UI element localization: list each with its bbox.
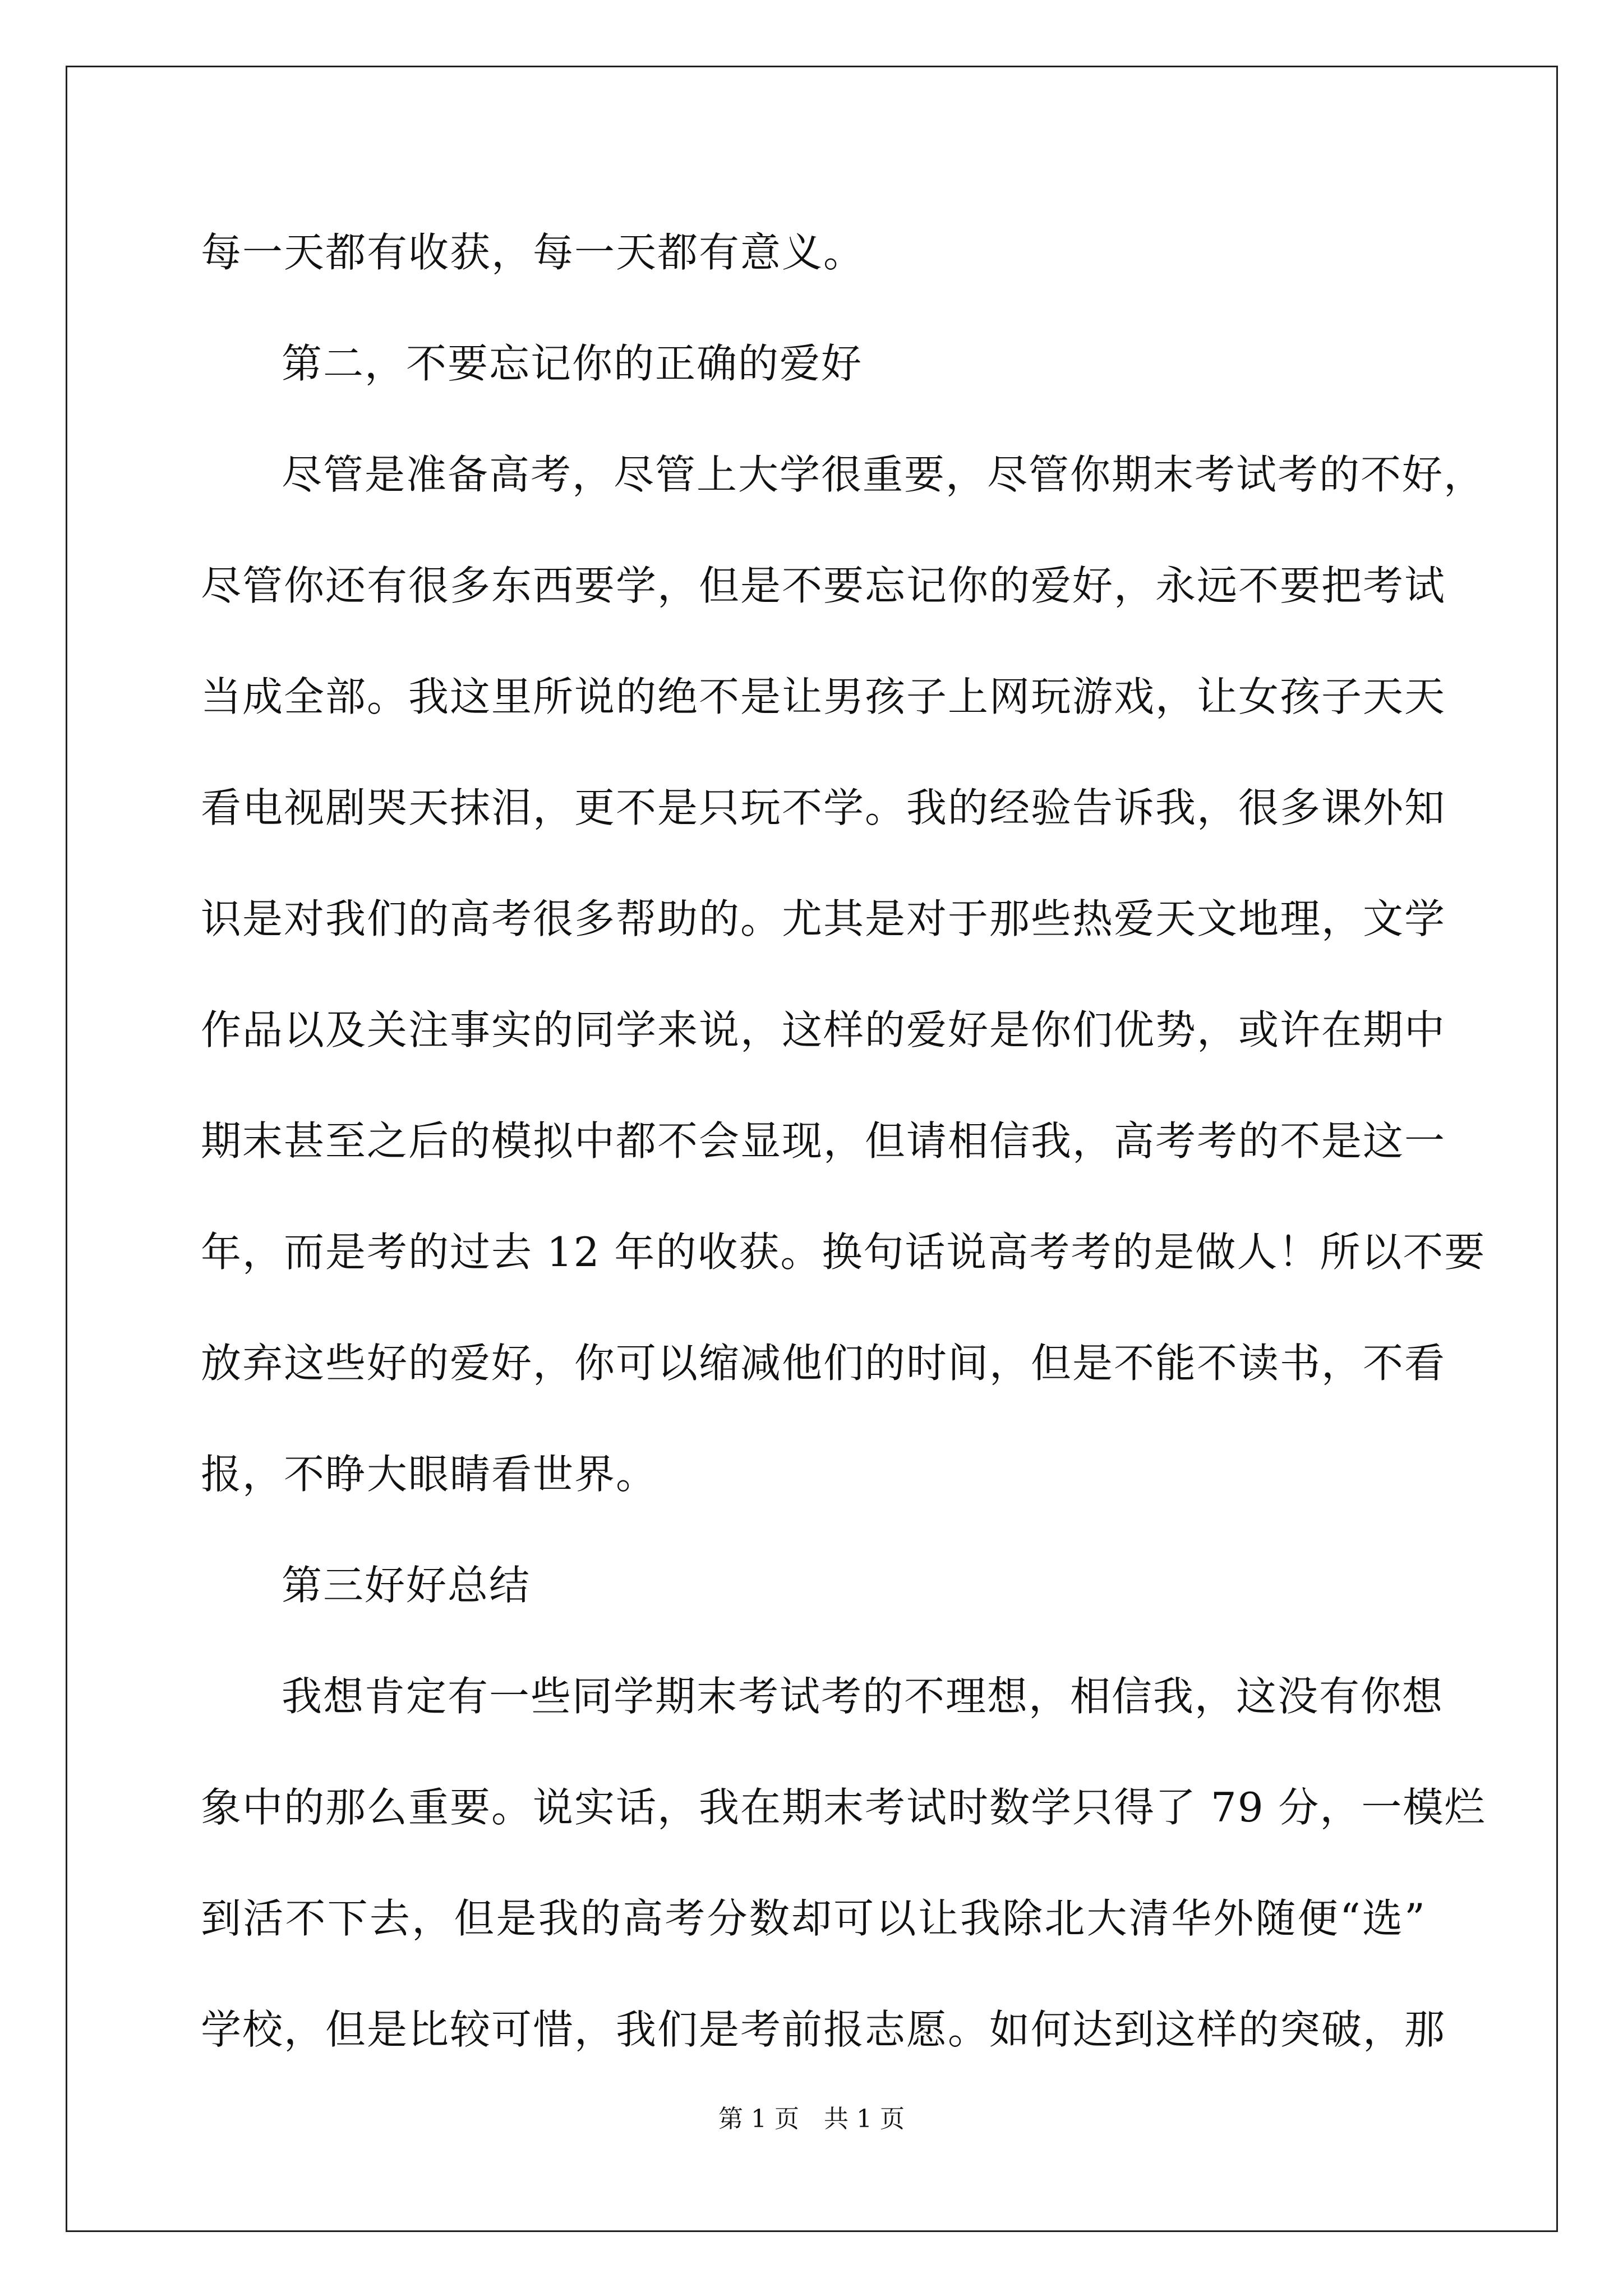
text-line: 尽管是准备高考，尽管上大学很重要，尽管你期末考试考的不好， <box>282 451 1486 498</box>
section-heading: 第三好好总结 <box>282 1562 531 1609</box>
text-line: 学校，但是比较可惜，我们是考前报志愿。如何达到这样的突破，那 <box>201 2006 1446 2053</box>
text-line: 到活不下去，但是我的高考分数却可以让我除北大清华外随便“选” <box>201 1895 1426 1942</box>
text-line: 报，不睁大眼睛看世界。 <box>201 1451 658 1498</box>
text-line: 当成全部。我这里所说的绝不是让男孩子上网玩游戏，让女孩子天天 <box>201 673 1446 720</box>
text-line: 期末甚至之后的模拟中都不会显现，但请相信我，高考考的不是这一 <box>201 1117 1446 1165</box>
text-line: 识是对我们的高考很多帮助的。尤其是对于那些热爱天文地理，文学 <box>201 895 1446 942</box>
text-line: 象中的那么重要。说实话，我在期末考试时数学只得了 79 分，一模烂 <box>201 1784 1486 1831</box>
page-number-footer: 第 1 页 共 1 页 <box>718 2105 905 2133</box>
section-heading: 第二，不要忘记你的正确的爱好 <box>282 340 863 387</box>
text-line: 看电视剧哭天抹泪，更不是只玩不学。我的经验告诉我，很多课外知 <box>201 784 1446 831</box>
text-line: 每一天都有收获，每一天都有意义。 <box>201 229 865 276</box>
text-line: 作品以及关注事实的同学来说，这样的爱好是你们优势，或许在期中 <box>201 1006 1446 1053</box>
text-line: 我想肯定有一些同学期末考试考的不理想，相信我，这没有你想 <box>282 1673 1444 1720</box>
text-line: 尽管你还有很多东西要学，但是不要忘记你的爱好，永远不要把考试 <box>201 562 1446 609</box>
text-line: 放弃这些好的爱好，你可以缩减他们的时间，但是不能不读书，不看 <box>201 1340 1446 1387</box>
text-line: 年，而是考的过去 12 年的收获。换句话说高考考的是做人！所以不要 <box>201 1228 1486 1276</box>
